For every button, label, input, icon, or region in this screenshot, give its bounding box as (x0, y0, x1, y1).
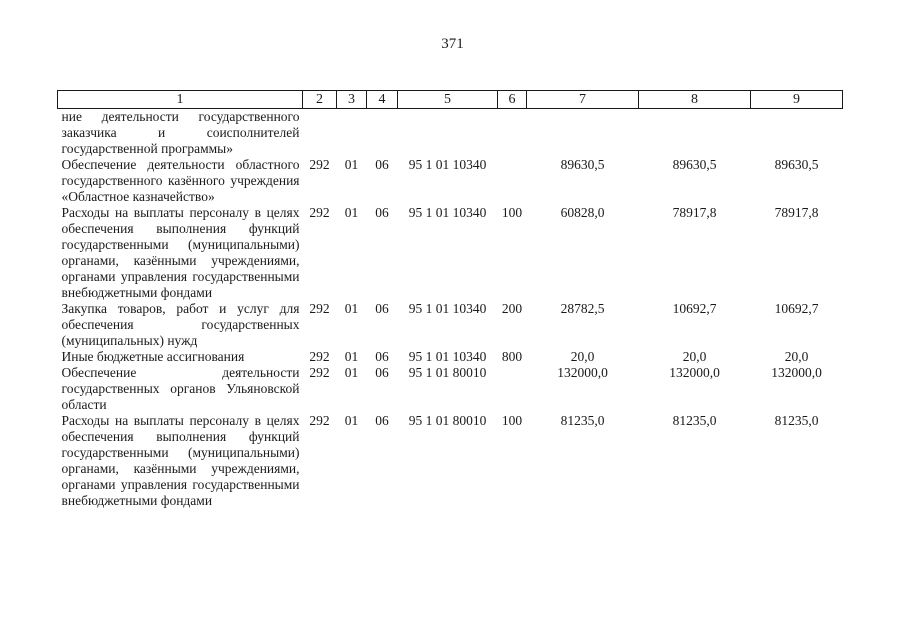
row-target-code: 95 1 01 80010 (408, 413, 487, 428)
row-amount-col8 (639, 109, 751, 158)
column-header-4: 4 (367, 91, 398, 109)
table-row (58, 365, 843, 413)
row-target-code: 95 1 01 10340 (408, 157, 487, 172)
row-amount-col7: 132000,0 (557, 365, 608, 380)
table-row (58, 109, 843, 158)
row-expense-type-code: 100 (501, 413, 523, 428)
row-description: Расходы на выплаты персоналу в целях обеспечения выполнения функций государственными (муниципальными) органами, казёнными учреждениями, органами управления государственными внебюджетными фондами (61, 205, 300, 300)
row-amount-col7: 60828,0 (560, 205, 605, 220)
row-section-code: 01 (344, 365, 359, 380)
table-row (58, 349, 843, 365)
row-amount-col9: 10692,7 (774, 301, 819, 316)
row-amount-col9: 78917,8 (774, 205, 819, 220)
column-header-7: 7 (527, 91, 639, 109)
row-expense-type-code: 800 (501, 349, 523, 364)
row-ministry-code: 292 (309, 157, 330, 172)
table-row (58, 413, 843, 509)
row-subsection-code (367, 109, 398, 158)
row-target-code: 95 1 01 10340 (408, 301, 487, 316)
table-row (58, 205, 843, 301)
row-subsection-code: 06 (375, 365, 389, 380)
row-subsection-code: 06 (375, 205, 389, 220)
row-section-code: 01 (344, 413, 359, 428)
row-subsection-code: 06 (375, 349, 389, 364)
row-description: Обеспечение деятельности областного государственного казённого учреждения «Областное казначейство» (61, 157, 300, 204)
row-amount-col9 (751, 109, 843, 158)
row-ministry-code: 292 (309, 301, 330, 316)
row-amount-col9: 20,0 (784, 349, 809, 364)
row-expense-type-code: 100 (501, 205, 523, 220)
row-section-code (337, 109, 367, 158)
row-expense-type-code (498, 365, 527, 413)
row-description: Расходы на выплаты персоналу в целях обеспечения выполнения функций государственными (муниципальными) органами, казёнными учреждениями, органами управления государственными внебюджетными фондами (61, 413, 300, 508)
row-amount-col7 (527, 109, 639, 158)
row-subsection-code: 06 (375, 157, 389, 172)
row-amount-col7: 81235,0 (560, 413, 605, 428)
column-header-6: 6 (498, 91, 527, 109)
row-amount-col8: 78917,8 (672, 205, 717, 220)
row-amount-col7: 28782,5 (560, 301, 605, 316)
column-header-2: 2 (303, 91, 337, 109)
page-number: 371 (441, 36, 464, 52)
row-amount-col8: 89630,5 (672, 157, 717, 172)
row-amount-col9: 81235,0 (774, 413, 819, 428)
row-section-code: 01 (344, 349, 359, 364)
row-description: Иные бюджетные ассигнования (61, 349, 245, 364)
table-body (58, 109, 843, 510)
row-subsection-code: 06 (375, 301, 389, 316)
row-amount-col8: 20,0 (682, 349, 707, 364)
row-target-code: 95 1 01 10340 (408, 205, 487, 220)
row-ministry-code: 292 (309, 349, 330, 364)
row-target-code: 95 1 01 80010 (408, 365, 487, 380)
budget-table (57, 90, 843, 509)
row-amount-col8: 10692,7 (672, 301, 717, 316)
row-section-code: 01 (344, 157, 359, 172)
row-ministry-code: 292 (309, 413, 330, 428)
header-row (58, 91, 843, 109)
column-header-5: 5 (398, 91, 498, 109)
row-amount-col7: 20,0 (570, 349, 595, 364)
table-row (58, 301, 843, 349)
row-amount-col9: 132000,0 (771, 365, 822, 380)
row-amount-col8: 81235,0 (672, 413, 717, 428)
row-ministry-code: 292 (309, 365, 330, 380)
row-expense-type-code (498, 109, 527, 158)
row-amount-col7: 89630,5 (560, 157, 605, 172)
column-header-9: 9 (751, 91, 843, 109)
row-description: Закупка товаров, работ и услуг для обеспечения государственных (муниципальных) нужд (61, 301, 300, 348)
row-amount-col9: 89630,5 (774, 157, 819, 172)
table-header (58, 91, 843, 109)
table-row (58, 157, 843, 205)
column-header-1: 1 (58, 91, 303, 109)
row-description: Обеспечение деятельности государственных органов Ульяновской области (61, 365, 300, 412)
column-header-8: 8 (639, 91, 751, 109)
column-header-3: 3 (337, 91, 367, 109)
row-description: ние деятельности государственного заказчика и соисполнителей государственной программы» (61, 109, 300, 156)
row-ministry-code: 292 (309, 205, 330, 220)
row-amount-col8: 132000,0 (669, 365, 720, 380)
row-expense-type-code: 200 (501, 301, 523, 316)
row-section-code: 01 (344, 205, 359, 220)
row-section-code: 01 (344, 301, 359, 316)
row-expense-type-code (498, 157, 527, 205)
row-target-code (398, 109, 498, 158)
row-ministry-code (303, 109, 337, 158)
row-subsection-code: 06 (375, 413, 389, 428)
row-target-code: 95 1 01 10340 (408, 349, 487, 364)
